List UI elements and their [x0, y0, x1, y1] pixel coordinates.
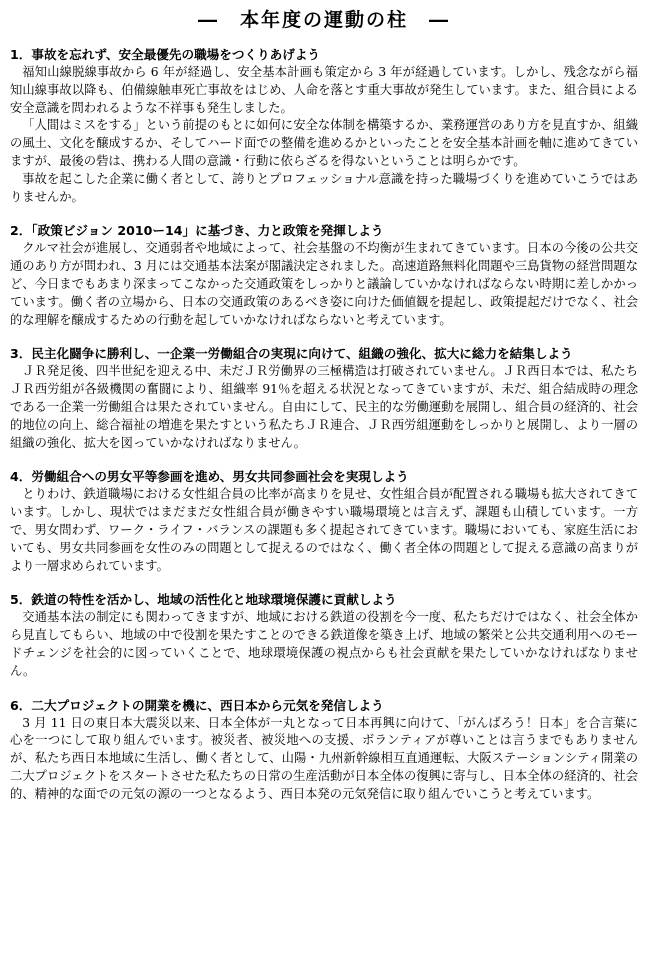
- section-heading: 6．二大プロジェクトの開業を機に、西日本から元気を発信しよう: [10, 697, 384, 713]
- section-heading: 2．「政策ビジョン 2010ー14」に基づき、力と政策を発揮しよう: [10, 223, 384, 239]
- section-2: [10, 222, 638, 329]
- paragraph: とりわけ、鉄道職場における女性組合員の比率が高まりを見せ、女性組合員が配置される職場も拡大されてきています。しかし、現状ではまだまだ女性組合員が働きやすい職場環境とは言えず、課題も山積しています。一方で、男女問わず、ワーク・ライフ・バランスの課題も多く提起されてきています。職場においても、家庭生活においても、男女共同参画を女性のみの問題として捉えるのではなく、働く者全体の問題として捉える意識の高まりがより一層求められています。: [10, 487, 638, 573]
- paragraph: 交通基本法の制定にも関わってきますが、地域における鉄道の役割を今一度、私たちだけではなく、社会全体から見直してもらい、地域の中で役割を果たすことのできる鉄道像を築き上げ、地域の繁栄と公共交通利用へのモードチェンジを社会的に図っていくことで、地球環境保護の視点からも社会貢献を果たしていかなければなりません。: [10, 610, 638, 678]
- section-heading: 4．労働組合への男女平等参画を進め、男女共同参画社会を実現しよう: [10, 469, 409, 485]
- paragraph: 福知山線脱線事故から 6 年が経過し、安全基本計画も策定から 3 年が経過しています。しかし、残念ながら福知山線事故以降も、伯備線触車死亡事故をはじめ、人命を落とす重大事故が発生しています。また、組合員による安全意識を問われるような不祥事も発生しました。: [10, 65, 638, 115]
- section-heading: 3．民主化闘争に勝利し、一企業一労働組合の実現に向けて、組織の強化、拡大に総力を結集しよう: [10, 346, 573, 362]
- paragraph: クルマ社会が進展し、交通弱者や地域によって、社会基盤の不均衡が生まれてきています。日本の今後の公共交通のあり方が問われ、3 月には交通基本法案が閣議決定されました。高速道路無料化問題や三島貨物の経営問題など、今日までもあまり深まってこなかった交通政策をしっかりと議論していかなければならない時期に差しかかっています。働く者の立場から、日本の交通政策のあるべき姿に向けた価値観を提起し、政策提起だけでなく、社会的な理解を醸成するための行動を起していかなければならないと考えています。: [10, 241, 638, 327]
- paragraph: 3 月 11 日の東日本大震災以来、日本全体が一丸となって日本再興に向けて、「がんばろう！日本」を合言葉に心を一つにして取り組んでいます。被災者、被災地への支援、ボランティアが尊いことは言うまでもありませんが、私たち西日本地域に生活し、働く者として、山陽・九州新幹線相互直通運転、大阪ステーションシティ開業の二大プロジェクトをスタートさせた私たちの日常の生産活動が日本全体の復興に寄与し、日本全体の経済的、社会的、精神的な面での元気の源の一つとなるよう、西日本発の元気発信に取り組んでいこうと考えています。: [10, 715, 638, 801]
- section-heading: 1．事故を忘れず、安全最優先の職場をつくりあげよう: [10, 47, 321, 62]
- section-6: [10, 697, 638, 804]
- paragraph: ＪＲ発足後、四半世紀を迎える中、未だＪＲ労働界の三極構造は打破されていません。ＪＲ西日本では、私たちＪＲ西労組が各級機関の奮闘により、組織率 91％を超える状況となってきていますが、未だ、組合結成時の理念である一企業一労働組合は果たされていません。自由にして、民主的な労働運動を展開し、組合員の経済的、社会的地位の向上、総合福祉の増進を果たすという私たちＪＲ連合、ＪＲ西労組運動をしっかりと展開し、より一層の組織の強化、拡大を図っていかなければなりません。: [10, 364, 638, 450]
- section-5: [10, 591, 638, 680]
- section-1: [10, 46, 638, 206]
- document-title: ― 本年度の運動の柱 ―: [197, 9, 450, 31]
- paragraph: 事故を起こした企業に働く者として、誇りとプロフェッショナル意識を持った職場づくりを進めていこうではありませんか。: [10, 171, 638, 204]
- section-heading: 5．鉄道の特性を活かし、地域の活性化と地球環境保護に貢献しよう: [10, 592, 397, 608]
- paragraph: 「人間はミスをする」という前提のもとに如何に安全な体制を構築するか、業務運営のあり方を見直すか、組織の風土、文化を醸成するか、そしてハード面での整備を進めるかといったことを安全基本計画を軸に進めてきていますが、最後の砦は、携わる人間の意識・行動に依らざるを得ないということは明らかです。: [10, 118, 638, 168]
- section-3: [10, 345, 638, 452]
- section-4: [10, 468, 638, 575]
